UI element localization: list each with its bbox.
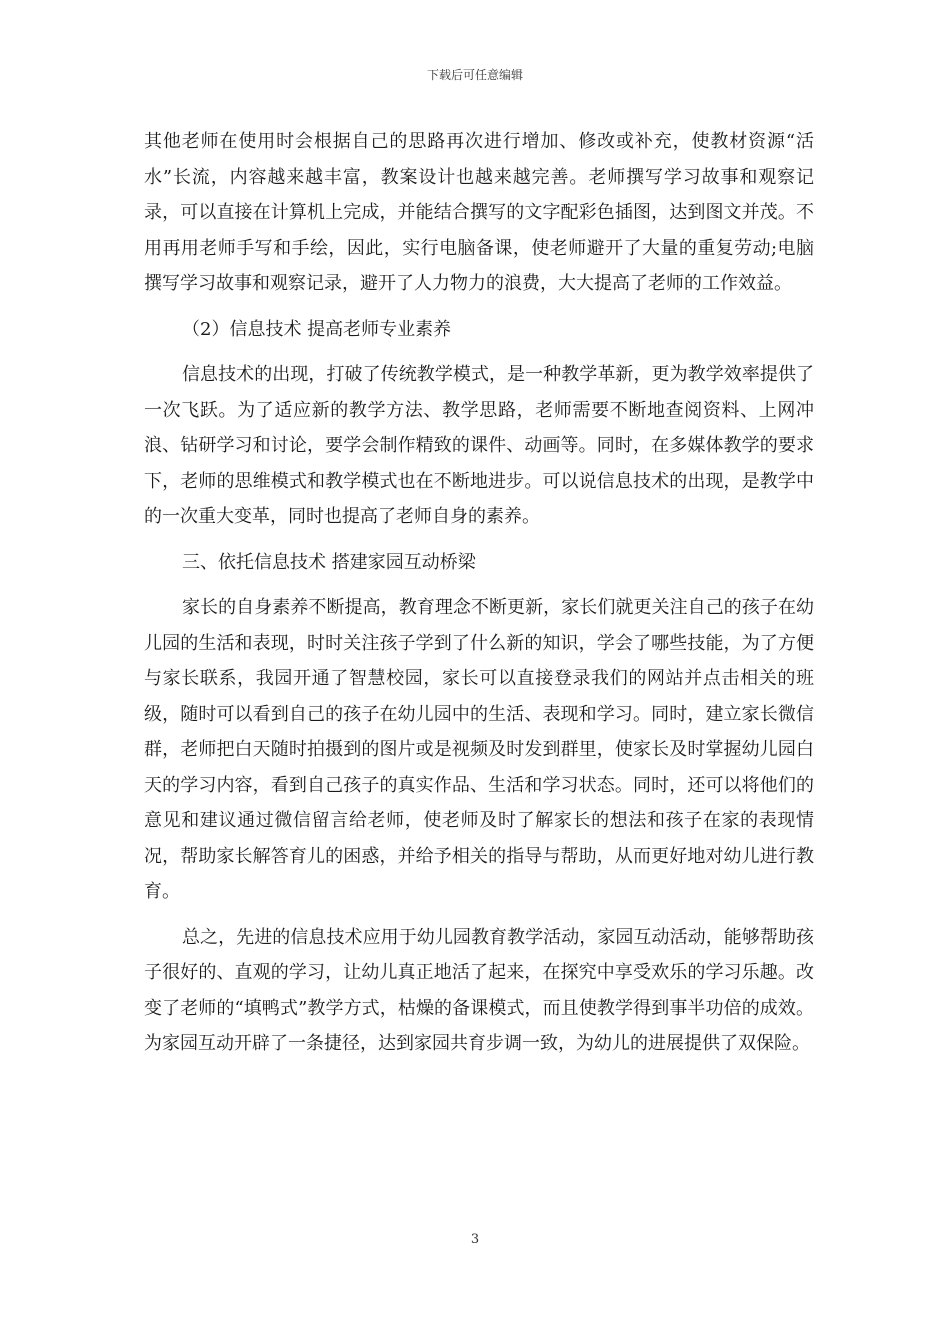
subheading-teacher-literacy: （2）信息技术 提高老师专业素养 <box>182 318 452 340</box>
paragraph-teacher-literacy: 信息技术的出现，打破了传统教学模式，是一种教学革新，更为教学效率提供了一次飞跃。为了适应新的教学方法、教学思路，老师需要不断地查阅资料、上网冲浪、钻研学习和讨论，要学会制作精致的课件、动画等。同时，在多媒体教学的要求下，老师的思维模式和教学模式也在不断地进步。可以说信息技术的出现，是教学中的一次重大变革，同时也提高了老师自身的素养。 <box>144 364 814 527</box>
document-body <box>144 124 814 1062</box>
page-number: 3 <box>470 1232 480 1247</box>
paragraph-conclusion: 总之，先进的信息技术应用于幼儿园教育教学活动，家园互动活动，能够帮助孩子很好的、直观的学习，让幼儿真正地活了起来，在探究中享受欢乐的学习乐趣。改变了老师的“填鸭式”教学方式，枯燥的备课模式，而且使教学得到事半功倍的成效。为家园互动开辟了一条捷径，达到家园共育步调一致，为幼儿的进展提供了双保险。 <box>144 926 814 1054</box>
paragraph-home-school: 家长的自身素养不断提高，教育理念不断更新，家长们就更关注自己的孩子在幼儿园的生活和表现，时时关注孩子学到了什么新的知识，学会了哪些技能，为了方便与家长联系，我园开通了智慧校园，家长可以直接登录我们的网站并点击相关的班级，随时可以看到自己的孩子在幼儿园中的生活、表现和学习。同时，建立家长微信群，老师把白天随时拍摄到的图片或是视频及时发到群里，使家长及时掌握幼儿园白天的学习内容，看到自己孩子的真实作品、生活和学习状态。同时，还可以将他们的意见和建议通过微信留言给老师，使老师及时了解家长的想法和孩子在家的表现情况，帮助家长解答育儿的困惑，并给予相关的指导与帮助，从而更好地对幼儿进行教育。 <box>144 597 814 902</box>
paragraph-continued: 其他老师在使用时会根据自己的思路再次进行增加、修改或补充，使教材资源“活水”长流，内容越来越丰富，教案设计也越来越完善。老师撰写学习故事和观察记录，可以直接在计算机上完成，并能结合撰写的文字配彩色插图，达到图文并茂。不用再用老师手写和手绘，因此，实行电脑备课，使老师避开了大量的重复劳动;电脑撰写学习故事和观察记录，避开了人力物力的浪费，大大提高了老师的工作效益。 <box>144 131 814 294</box>
section-heading-home-school: 三、依托信息技术 搭建家园互动桥梁 <box>182 551 476 573</box>
page-header: 下载后可任意编辑 <box>426 68 523 82</box>
